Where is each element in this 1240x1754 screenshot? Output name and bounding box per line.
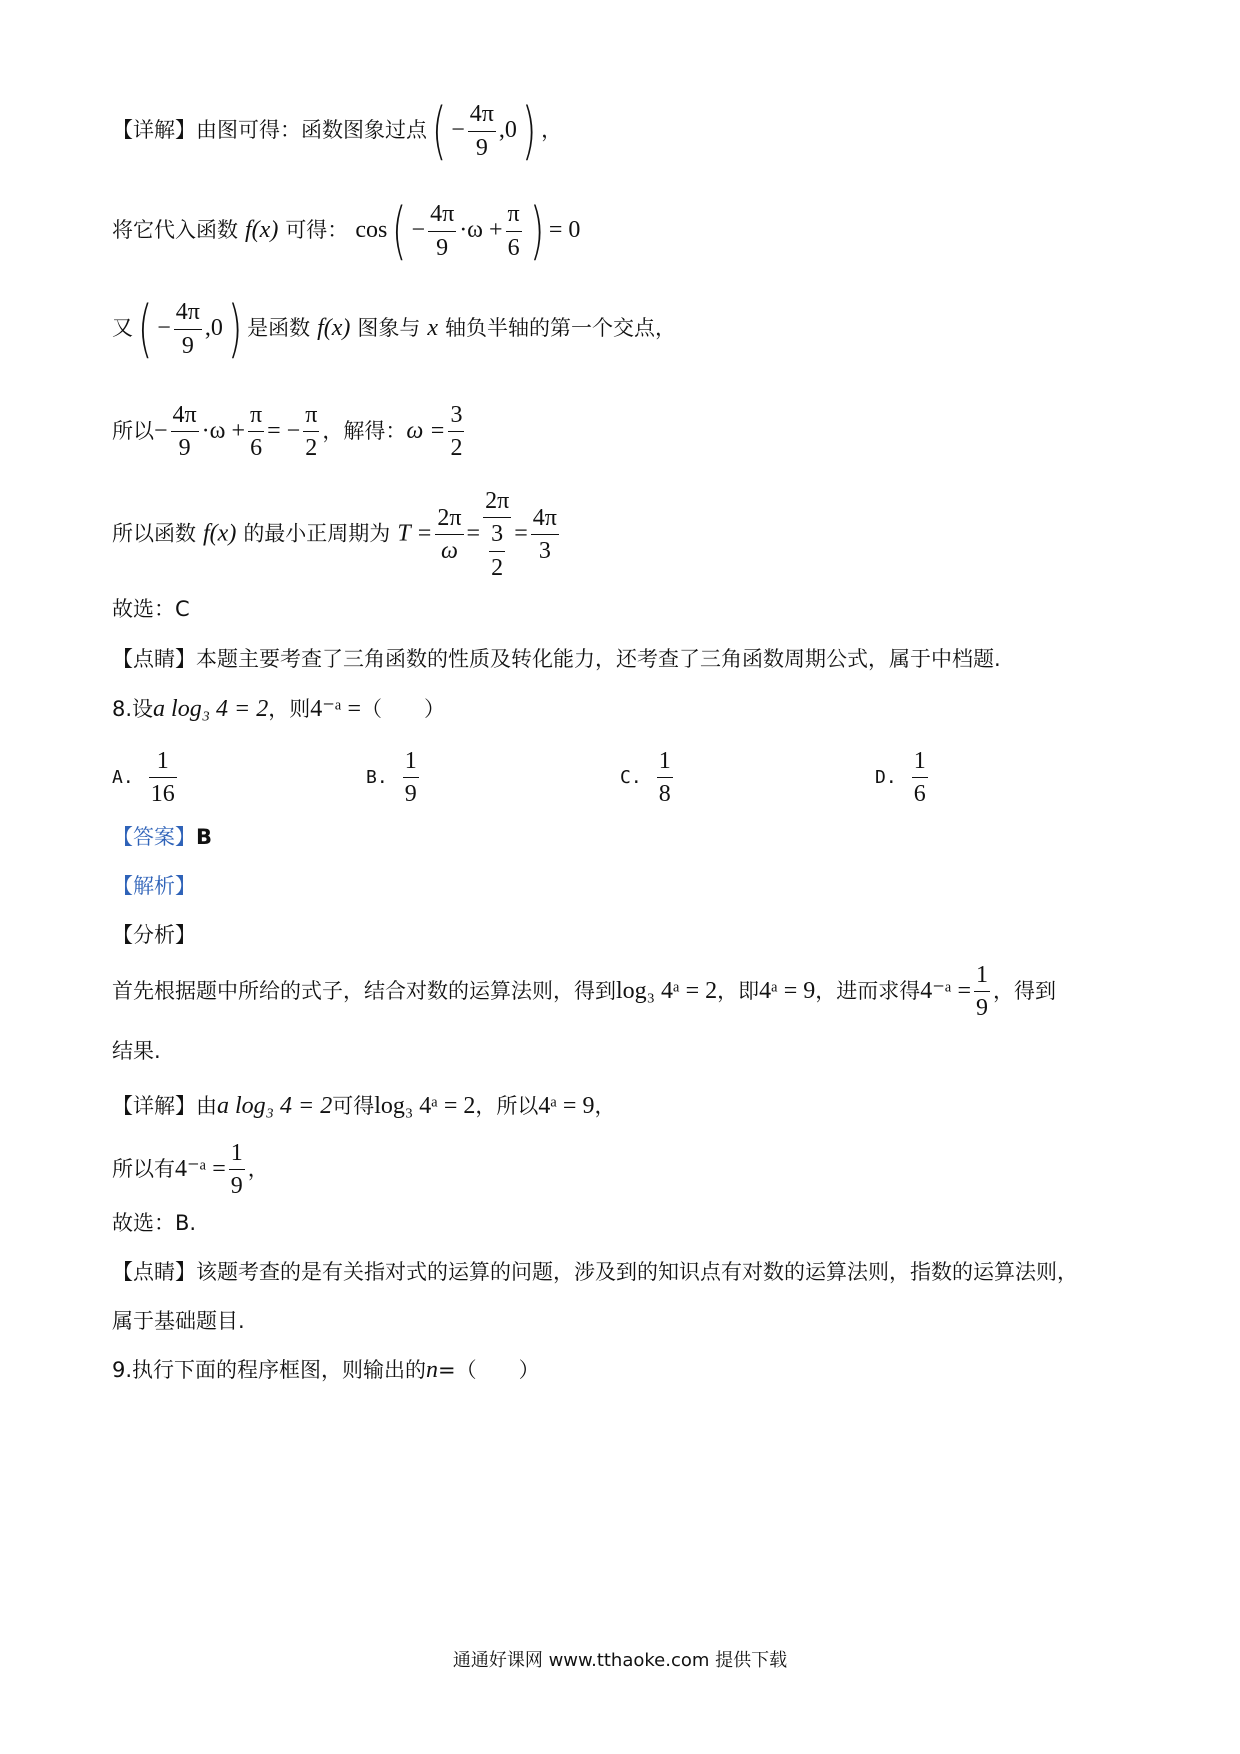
fraction: $\frac{4\pi}{9}$	[172, 402, 197, 462]
text: 可得：	[285, 218, 349, 242]
option-d: D. $\frac{1}{6}$	[875, 748, 926, 808]
option-c: C. $\frac{1}{8}$	[620, 748, 671, 808]
comment-label: 【点睛】	[112, 647, 196, 671]
fx: f(x)	[203, 520, 237, 547]
choice-b: 故选：B.	[112, 1211, 197, 1235]
expr: a log₃ 4 = 2	[217, 1093, 333, 1119]
fraction: $\frac{3}{2}$	[450, 402, 463, 462]
fx: f(x)	[317, 315, 351, 341]
expr: log₃ 4ᵃ = 2	[374, 1093, 476, 1119]
text: ，进而求得	[815, 978, 921, 1003]
text: 图象与	[357, 316, 421, 340]
left-paren: (	[431, 94, 447, 167]
answer-label: 【答案】	[112, 825, 196, 849]
text: ，即	[717, 978, 760, 1003]
question-number: 8.设	[112, 697, 154, 721]
period-T: T =	[397, 520, 433, 547]
fraction: $\frac{2\pi}{\omega}$	[437, 504, 462, 565]
text: ，则	[268, 697, 311, 721]
text: ，所以	[475, 1094, 539, 1118]
question-9	[112, 1354, 540, 1384]
expr: 4ᵃ = 9	[538, 1093, 595, 1119]
text: 首先根据题中所给的式子，结合对数的运算法则，得到	[112, 978, 616, 1003]
expr: log₃ 4ᵃ = 2	[616, 977, 718, 1004]
cos: cos	[355, 217, 388, 243]
text: 又	[112, 316, 133, 340]
answer-line	[112, 821, 212, 851]
right-paren: )	[227, 292, 243, 365]
paragraph-detail-1: 【详解】由图可得：函数图象过点( − $\frac{4\pi}{9}$ ,0) ，	[112, 94, 563, 167]
fraction: $\frac{4\pi}{9}$	[469, 101, 494, 161]
paragraph-comment-2-end: 属于基础题目.	[112, 1309, 245, 1333]
detail-label: 【详解】	[112, 118, 196, 142]
paragraph-substitute: 将它代入函数 f(x) 可得： cos( − $\frac{4\pi}{9}$ ·ω + $\frac{\pi}{6}$ ) = 0	[112, 194, 581, 267]
question-8	[112, 693, 445, 723]
right-paren: )	[529, 194, 545, 267]
right-paren: )	[521, 94, 537, 167]
choice-c: 故选：C	[112, 597, 190, 621]
paragraph-solve: 所以− $\frac{4\pi}{9}$ ·ω + $\frac{\pi}{6}$ = − $\frac{\pi}{2}$ ，解得：ω = $\frac{3}{2}$	[112, 402, 463, 462]
fraction: $\frac{\pi}{6}$	[507, 201, 520, 261]
paragraph-analysis: 首先根据题中所给的式子，结合对数的运算法则，得到log₃ 4ᵃ = 2，即4ᵃ = 9，进而求得4⁻ᵃ = $\frac{1}{9}$ ，得到	[112, 962, 1057, 1022]
text: 可得	[332, 1094, 375, 1118]
left-paren: (	[137, 292, 153, 365]
expr: 4⁻ᵃ =	[175, 1155, 226, 1182]
paragraph-comment-1	[112, 643, 1001, 673]
fraction: $\frac{4\pi}{3}$	[532, 504, 557, 565]
expr: 4ᵃ = 9	[759, 977, 816, 1004]
compound-fraction: $\frac{2\pi}{\frac{3}{2}}$	[485, 488, 510, 581]
detail-text: 由图可得：函数图象过点	[196, 118, 427, 142]
paragraph-intersection: 又( − $\frac{4\pi}{9}$ ,0) 是函数 f(x) 图象与 x 轴负半轴的第一个交点，	[112, 292, 677, 365]
footer: 通通好课网 www.tthaoke.com 提供下载	[452, 1650, 788, 1671]
left-paren: (	[392, 194, 407, 267]
expr: 4⁻ᵃ =	[920, 977, 972, 1004]
text: ，得到	[993, 978, 1057, 1003]
analysis-label: 【解析】	[112, 874, 196, 898]
comment-text: 该题考查的是有关指对式的运算的问题，涉及到的知识点有对数的运算法则，指数的运算法则，	[196, 1260, 1078, 1284]
x-var: x	[427, 315, 439, 341]
comment-label: 【点睛】	[112, 1260, 196, 1284]
fenxi-label: 【分析】	[112, 923, 196, 947]
paragraph-result: 所以有4⁻ᵃ = $\frac{1}{9}$ ，	[112, 1140, 269, 1200]
text: 由	[196, 1094, 217, 1118]
answer-value: B	[196, 825, 213, 849]
expr: = 0	[548, 217, 581, 243]
text: 是函数	[247, 316, 311, 340]
expr: a log₃ 4 = 2	[153, 696, 269, 722]
omega: ω =	[406, 417, 446, 444]
expr: 4⁻ᵃ =	[310, 696, 362, 722]
detail-label: 【详解】	[112, 1094, 196, 1118]
fraction: $\frac{4\pi}{9}$	[175, 299, 200, 359]
paragraph-period: 所以函数 f(x) 的最小正周期为 T = $\frac{2\pi}{\omega}$ = $\frac{2\pi}{\frac{3}{2}}$ = $\frac{4\pi}{3}$	[112, 488, 557, 581]
text: ，	[594, 1094, 616, 1118]
paragraph-analysis-end: 结果.	[112, 1039, 161, 1063]
fx: f(x)	[245, 217, 279, 243]
text: 将它代入函数	[112, 218, 238, 242]
text: ，解得：	[322, 418, 407, 443]
comment-text: 本题主要考查了三角函数的性质及转化能力，还考查了三角函数周期公式，属于中档题.	[196, 647, 1001, 671]
text: 所以有	[112, 1156, 175, 1181]
answer-blank: =（ ）	[438, 1358, 540, 1382]
text: 的最小正周期为	[243, 521, 391, 546]
option-b: B. $\frac{1}{9}$	[366, 748, 417, 808]
n-var: n	[426, 1357, 439, 1383]
answer-blank: （ ）	[361, 697, 446, 721]
option-a: A. $\frac{1}{16}$	[112, 748, 175, 808]
fraction: $\frac{\pi}{6}$	[250, 402, 263, 462]
paragraph-comment-2	[112, 1256, 1078, 1286]
text: 所以	[112, 418, 154, 443]
expr: ·ω +	[459, 217, 503, 243]
fraction: $\frac{\pi}{2}$	[305, 402, 318, 462]
text: 所以函数	[112, 521, 196, 546]
question-text: 9.执行下面的程序框图，则输出的	[112, 1358, 427, 1382]
text: 轴负半轴的第一个交点，	[445, 316, 677, 340]
paragraph-detail-2	[112, 1090, 615, 1120]
fraction: $\frac{4\pi}{9}$	[430, 201, 455, 261]
